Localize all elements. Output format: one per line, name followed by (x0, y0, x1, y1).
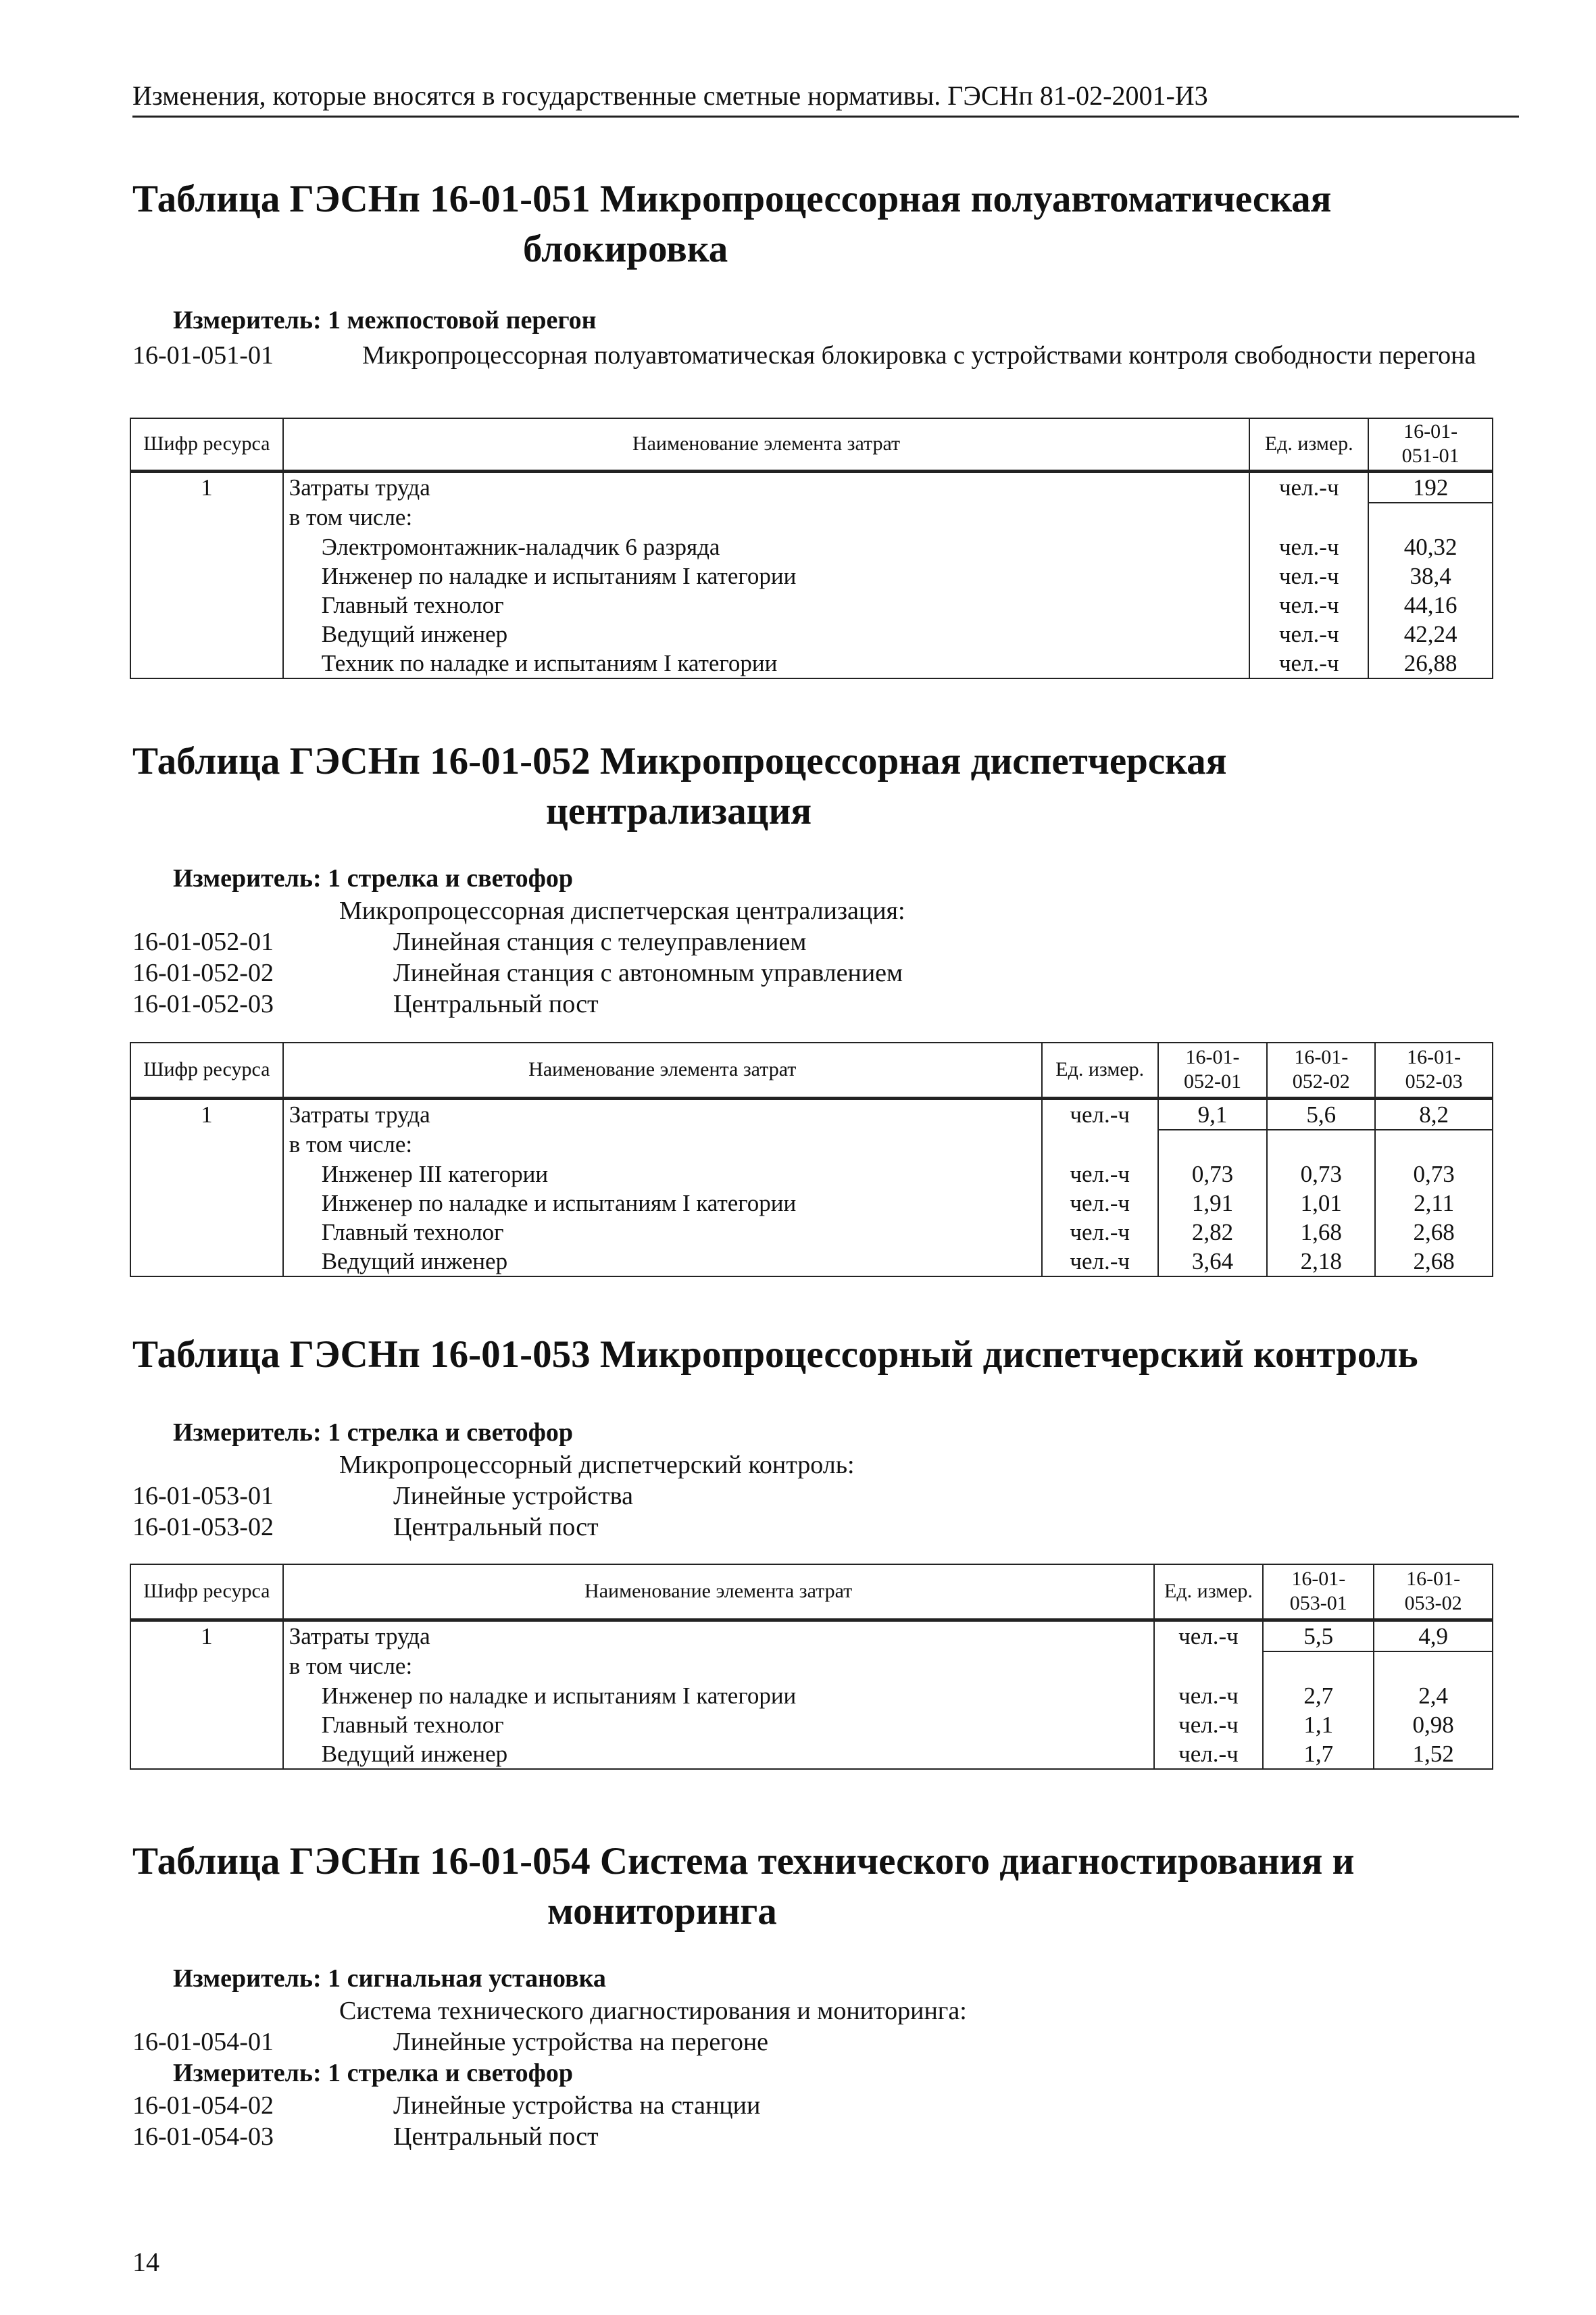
table-row (130, 1710, 1493, 1739)
cost-element-name: Инженер по наладке и испытаниям I категории (283, 1681, 1154, 1710)
table-row (130, 1620, 1493, 1651)
norm-value (1267, 1130, 1375, 1160)
unit-cell: чел.-ч (1042, 1098, 1158, 1130)
table-row (130, 1189, 1493, 1218)
col-header-norm: 16-01- 053-02 (1374, 1564, 1493, 1620)
resource-code-cell (130, 532, 283, 562)
item-code: 16-01-052-03 (132, 990, 274, 1018)
table-051-title (132, 174, 1484, 274)
measure-line (173, 864, 573, 893)
norm-value: 40,32 (1368, 532, 1493, 562)
norm-value: 9,1 (1158, 1098, 1268, 1130)
resource-code-cell (130, 591, 283, 620)
resource-table-053 (130, 1564, 1493, 1770)
norm-value (1375, 1130, 1493, 1160)
resource-code-cell (130, 1160, 283, 1189)
resource-code-cell (130, 1189, 283, 1218)
resource-code-cell (130, 1681, 283, 1710)
table-title-line: Таблица ГЭСНп 16-01-053 Микропроцессорный диспетчерский контроль (132, 1333, 1418, 1376)
resource-code-cell (130, 1710, 283, 1739)
cost-element-name: Главный технолог (283, 1710, 1154, 1739)
item-code: 16-01-053-01 (132, 1482, 274, 1510)
norm-value: 3,64 (1158, 1247, 1268, 1276)
norm-value (1263, 1651, 1374, 1681)
item-code: 16-01-054-01 (132, 2028, 274, 2056)
item-description: Линейная станция с телеуправлением (393, 928, 807, 956)
norm-value: 2,68 (1375, 1218, 1493, 1247)
table-row (130, 1218, 1493, 1247)
norm-value: 1,52 (1374, 1739, 1493, 1769)
resource-table-051 (130, 418, 1493, 679)
col-header-norm: 16-01- 052-03 (1375, 1043, 1493, 1098)
resource-code-cell (130, 1739, 283, 1769)
unit-cell: чел.-ч (1042, 1160, 1158, 1189)
table-052-title (132, 737, 1484, 837)
col-header-unit: Ед. измер. (1154, 1564, 1264, 1620)
norm-value: 5,5 (1263, 1620, 1374, 1651)
table-row (130, 471, 1493, 503)
norm-value (1368, 503, 1493, 532)
col-header-code: Шифр ресурса (130, 418, 283, 471)
table-row (130, 1651, 1493, 1681)
table-row (130, 1160, 1493, 1189)
resource-code-cell (130, 503, 283, 532)
measure-line (173, 1964, 606, 1993)
table-title-line: мониторинга (547, 1890, 777, 1933)
norm-value (1158, 1130, 1268, 1160)
cost-element-name: Ведущий инженер (283, 1739, 1154, 1769)
resource-code-cell (130, 1247, 283, 1276)
item-code: 16-01-054-03 (132, 2122, 274, 2151)
cost-element-name: Техник по наладке и испытаниям I категории (283, 649, 1250, 678)
norm-value: 2,11 (1375, 1189, 1493, 1218)
item-description: Линейная станция с автономным управлением (393, 959, 903, 987)
item-description: Линейные устройства (393, 1482, 633, 1510)
norm-value: 1,01 (1267, 1189, 1375, 1218)
norm-value: 1,7 (1263, 1739, 1374, 1769)
group-description: Микропроцессорная диспетчерская централизация: (339, 897, 905, 925)
table-row (130, 1739, 1493, 1769)
norm-value: 1,1 (1263, 1710, 1374, 1739)
item-code: 16-01-053-02 (132, 1513, 274, 1541)
measure-label: Измеритель: (173, 1418, 322, 1447)
item-description: Центральный пост (393, 1513, 599, 1541)
measure-line (173, 305, 597, 335)
table-row (130, 1247, 1493, 1276)
measure-value: 1 стрелка и светофор (328, 1418, 574, 1447)
col-header-code: Шифр ресурса (130, 1564, 283, 1620)
norm-value: 2,7 (1263, 1681, 1374, 1710)
unit-cell (1154, 1651, 1264, 1681)
running-header: Изменения, которые вносятся в государственные сметные нормативы. ГЭСНп 81-02-2001-И3 (132, 80, 1519, 118)
norm-value: 192 (1368, 471, 1493, 503)
unit-cell: чел.-ч (1042, 1189, 1158, 1218)
table-title-line: Таблица ГЭСНп 16-01-052 Микропроцессорная диспетчерская (132, 740, 1227, 782)
item-description: Линейные устройства на перегоне (393, 2028, 769, 2056)
measure-label: Измеритель: (173, 864, 322, 893)
table-row (130, 591, 1493, 620)
table-title-line: Таблица ГЭСНп 16-01-054 Система технического диагностирования и (132, 1840, 1355, 1883)
unit-cell: чел.-ч (1042, 1218, 1158, 1247)
page-number: 14 (132, 2247, 159, 2277)
table-row (130, 620, 1493, 649)
norm-value: 8,2 (1375, 1098, 1493, 1130)
resource-code-cell (130, 1218, 283, 1247)
unit-cell: чел.-ч (1154, 1620, 1264, 1651)
norm-value: 2,82 (1158, 1218, 1268, 1247)
table-row (130, 562, 1493, 591)
col-header-name: Наименование элемента затрат (283, 1564, 1154, 1620)
cost-element-name: Главный технолог (283, 1218, 1042, 1247)
measure-label: Измеритель: (173, 1964, 322, 1993)
measure-value: 1 стрелка и светофор (328, 864, 574, 893)
table-title-line: централизация (546, 790, 812, 832)
cost-element-name: Затраты труда (283, 1620, 1154, 1651)
table-053-title (132, 1330, 1484, 1380)
resource-code-cell (130, 562, 283, 591)
unit-cell: чел.-ч (1249, 591, 1368, 620)
item-code: 16-01-051-01 (132, 341, 274, 370)
resource-table-052 (130, 1042, 1493, 1277)
item-code: 16-01-052-02 (132, 959, 274, 987)
col-header-unit: Ед. измер. (1249, 418, 1368, 471)
cost-element-name: Затраты труда (283, 471, 1250, 503)
norm-value: 0,73 (1267, 1160, 1375, 1189)
measure-line (173, 2058, 573, 2088)
table-row (130, 503, 1493, 532)
table-row (130, 1130, 1493, 1160)
item-code: 16-01-052-01 (132, 928, 274, 956)
col-header-unit: Ед. измер. (1042, 1043, 1158, 1098)
unit-cell (1249, 503, 1368, 532)
resource-code-cell (130, 1651, 283, 1681)
table-title-line: блокировка (523, 228, 728, 270)
measure-label: Измеритель: (173, 2059, 322, 2087)
unit-cell: чел.-ч (1249, 532, 1368, 562)
resource-code-cell (130, 620, 283, 649)
col-header-norm: 16-01- 053-01 (1263, 1564, 1374, 1620)
col-header-norm: 16-01- 052-01 (1158, 1043, 1268, 1098)
table-row (130, 1681, 1493, 1710)
col-header-norm: 16-01- 051-01 (1368, 418, 1493, 471)
norm-value: 1,91 (1158, 1189, 1268, 1218)
col-header-norm: 16-01- 052-02 (1267, 1043, 1375, 1098)
norm-value: 2,68 (1375, 1247, 1493, 1276)
measure-value: 1 сигнальная установка (328, 1964, 606, 1993)
norm-value: 4,9 (1374, 1620, 1493, 1651)
norm-value: 0,98 (1374, 1710, 1493, 1739)
table-row (130, 649, 1493, 678)
cost-element-name: Ведущий инженер (283, 1247, 1042, 1276)
measure-line (173, 1418, 573, 1447)
unit-cell: чел.-ч (1249, 562, 1368, 591)
measure-value: 1 стрелка и светофор (328, 2059, 574, 2087)
resource-code-cell (130, 1130, 283, 1160)
col-header-name: Наименование элемента затрат (283, 1043, 1042, 1098)
norm-value: 44,16 (1368, 591, 1493, 620)
unit-cell: чел.-ч (1249, 649, 1368, 678)
norm-value: 0,73 (1375, 1160, 1493, 1189)
item-description: Центральный пост (393, 990, 599, 1018)
item-description: Центральный пост (393, 2122, 599, 2151)
cost-element-name: Электромонтажник-наладчик 6 разряда (283, 532, 1250, 562)
unit-cell: чел.-ч (1154, 1739, 1264, 1769)
norm-value: 0,73 (1158, 1160, 1268, 1189)
resource-code-cell (130, 649, 283, 678)
norm-value: 26,88 (1368, 649, 1493, 678)
resource-code-cell: 1 (130, 1620, 283, 1651)
cost-element-name: Затраты труда (283, 1098, 1042, 1130)
norm-value: 1,68 (1267, 1218, 1375, 1247)
unit-cell: чел.-ч (1042, 1247, 1158, 1276)
norm-value: 5,6 (1267, 1098, 1375, 1130)
table-row (130, 532, 1493, 562)
col-header-name: Наименование элемента затрат (283, 418, 1250, 471)
group-description: Система технического диагностирования и мониторинга: (339, 1997, 967, 2025)
measure-label: Измеритель: (173, 306, 322, 334)
norm-value: 2,18 (1267, 1247, 1375, 1276)
item-code: 16-01-054-02 (132, 2091, 274, 2120)
cost-element-name: Инженер III категории (283, 1160, 1042, 1189)
cost-element-name: Главный технолог (283, 591, 1250, 620)
unit-cell: чел.-ч (1249, 620, 1368, 649)
cost-element-name: Ведущий инженер (283, 620, 1250, 649)
item-description: Линейные устройства на станции (393, 2091, 761, 2120)
cost-element-name: в том числе: (283, 1130, 1042, 1160)
norm-value: 38,4 (1368, 562, 1493, 591)
col-header-code: Шифр ресурса (130, 1043, 283, 1098)
table-title-line: Таблица ГЭСНп 16-01-051 Микропроцессорная полуавтоматическая (132, 178, 1332, 220)
table-row (130, 1098, 1493, 1130)
unit-cell: чел.-ч (1249, 471, 1368, 503)
table-054-title (132, 1837, 1484, 1937)
group-description: Микропроцессорный диспетчерский контроль: (339, 1451, 855, 1479)
item-description: Микропроцессорная полуавтоматическая блокировка с устройствами контроля свободности перегона (362, 341, 1476, 370)
unit-cell (1042, 1130, 1158, 1160)
resource-code-cell: 1 (130, 1098, 283, 1130)
cost-element-name: в том числе: (283, 503, 1250, 532)
norm-value: 2,4 (1374, 1681, 1493, 1710)
measure-value: 1 межпостовой перегон (328, 306, 597, 334)
cost-element-name: Инженер по наладке и испытаниям I категории (283, 562, 1250, 591)
resource-code-cell: 1 (130, 471, 283, 503)
norm-value: 42,24 (1368, 620, 1493, 649)
unit-cell: чел.-ч (1154, 1710, 1264, 1739)
cost-element-name: в том числе: (283, 1651, 1154, 1681)
unit-cell: чел.-ч (1154, 1681, 1264, 1710)
norm-value (1374, 1651, 1493, 1681)
cost-element-name: Инженер по наладке и испытаниям I категории (283, 1189, 1042, 1218)
